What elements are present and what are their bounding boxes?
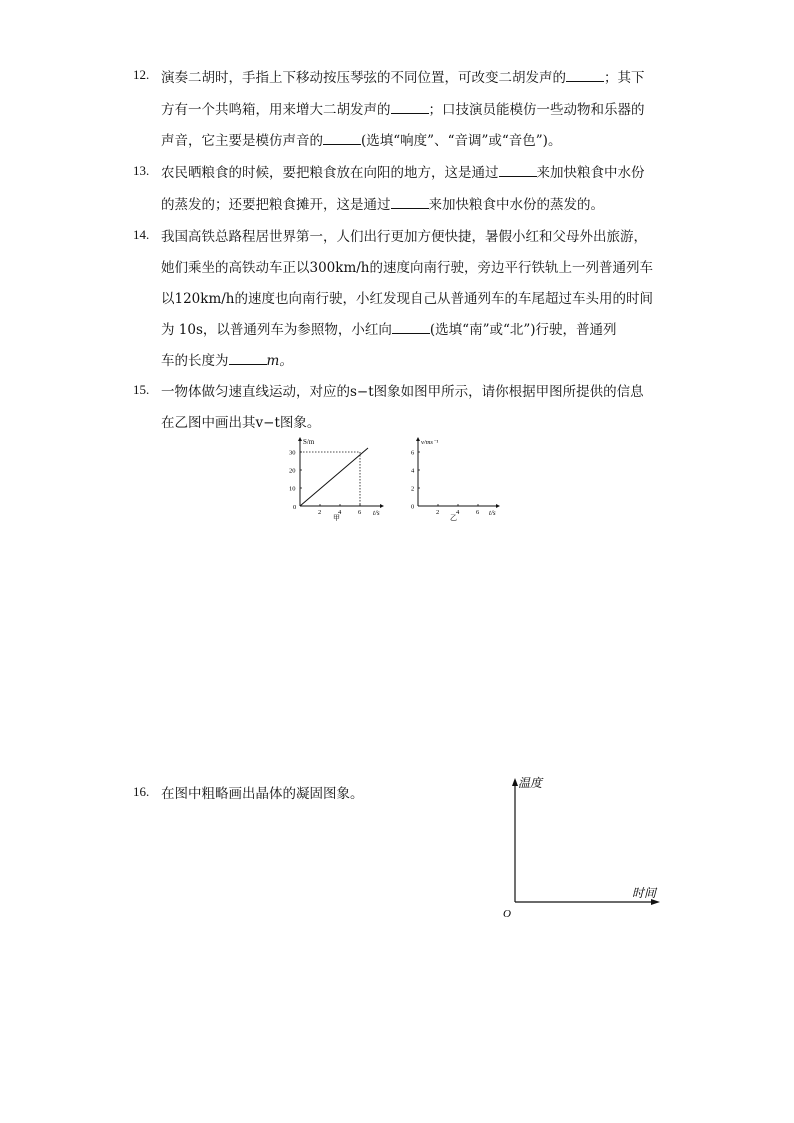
question-line: 为 10s，以普通列车为参照物，小红向 (选填“南”或“北”)行驶，普通列 (161, 322, 617, 338)
question-line: 在乙图中画出其v−t图象。 (161, 415, 321, 431)
question-line: 的蒸发的；还要把粮食摊开，这是通过 来加快粮食中水份的蒸发的。 (161, 197, 604, 213)
st-line (300, 448, 368, 506)
question-line: 她们乘坐的高铁动车正以300km/h的速度向南行驶，旁边平行铁轨上一列普通列车 (161, 260, 653, 276)
question-line: 在图中粗略画出晶体的凝固图象。 (161, 786, 364, 802)
x-axis-label: t/s (489, 509, 496, 517)
question-number: 13. (133, 163, 150, 178)
x-tick-label: 4 (338, 509, 342, 516)
y-axis-label: 温度 (518, 776, 543, 790)
answer-blank[interactable] (391, 101, 429, 114)
question-number: 12. (133, 67, 150, 82)
answer-blank[interactable] (392, 321, 430, 334)
answer-blank[interactable] (323, 132, 361, 145)
question-line: 农民晒粮食的时候，要把粮食放在向阳的地方，这是通过 来加快粮食中水份 (161, 165, 645, 181)
y-axis-label: v/ms⁻¹ (421, 439, 439, 446)
question-line: 方有一个共鸣箱，用来增大二胡发声的 ；口技演员能模仿一些动物和乐器的 (161, 102, 645, 118)
question-line: 演奏二胡时，手指上下移动按压琴弦的不同位置，可改变二胡发声的 ；其下 (161, 70, 645, 86)
x-axis-arrow (380, 504, 384, 508)
answer-blank[interactable] (391, 196, 429, 209)
question-number: 15. (133, 382, 150, 397)
answer-blank[interactable] (229, 352, 267, 365)
chart-title: 乙 (450, 514, 457, 522)
x-axis-label: 时间 (632, 886, 657, 900)
x-tick-label: 2 (436, 509, 440, 516)
y-tick-label: 2 (411, 485, 415, 493)
question-line: 车的长度为 m。 (161, 353, 293, 369)
y-tick-label: 30 (289, 449, 296, 457)
x-tick-label: 6 (476, 509, 480, 516)
question-number: 14. (133, 227, 150, 242)
y-tick-label: 0 (411, 503, 415, 511)
y-axis-label: S/m (303, 438, 315, 446)
x-tick-label: 6 (358, 509, 362, 516)
x-tick-label: 4 (456, 509, 460, 516)
question-line: 以120km/h的速度也向南行驶，小红发现自己从普通列车的车尾超过车头用的时间 (161, 291, 653, 307)
question-number: 16. (133, 784, 150, 799)
question-line: 我国高铁总路程居世界第一，人们出行更加方便快捷，暑假小红和父母外出旅游， (161, 229, 647, 245)
y-axis-arrow (416, 437, 420, 441)
y-tick-label: 6 (411, 449, 415, 457)
question-line: 声音，它主要是模仿声音的 (选填“响度”、“音调”或“音色”)。 (161, 133, 562, 149)
origin-label: O (503, 908, 511, 920)
question-line: 一物体做匀速直线运动，对应的s−t图象如图甲所示，请你根据甲图所提供的信息 (161, 384, 644, 400)
answer-blank[interactable] (566, 69, 604, 82)
st-graph-jia (284, 434, 394, 524)
answer-blank[interactable] (499, 164, 537, 177)
vt-graph-yi (406, 434, 516, 524)
y-axis-arrow (298, 437, 302, 441)
x-tick-label: 0 (293, 504, 297, 511)
x-axis-arrow (496, 504, 500, 508)
chart-title: 甲 (333, 514, 340, 522)
x-tick-label: 2 (318, 509, 322, 516)
y-tick-label: 4 (411, 467, 415, 475)
y-tick-label: 20 (289, 467, 296, 475)
crystal-solidification-axes (495, 770, 675, 922)
y-tick-label: 10 (289, 485, 296, 493)
x-axis-label: t/s (373, 509, 380, 517)
